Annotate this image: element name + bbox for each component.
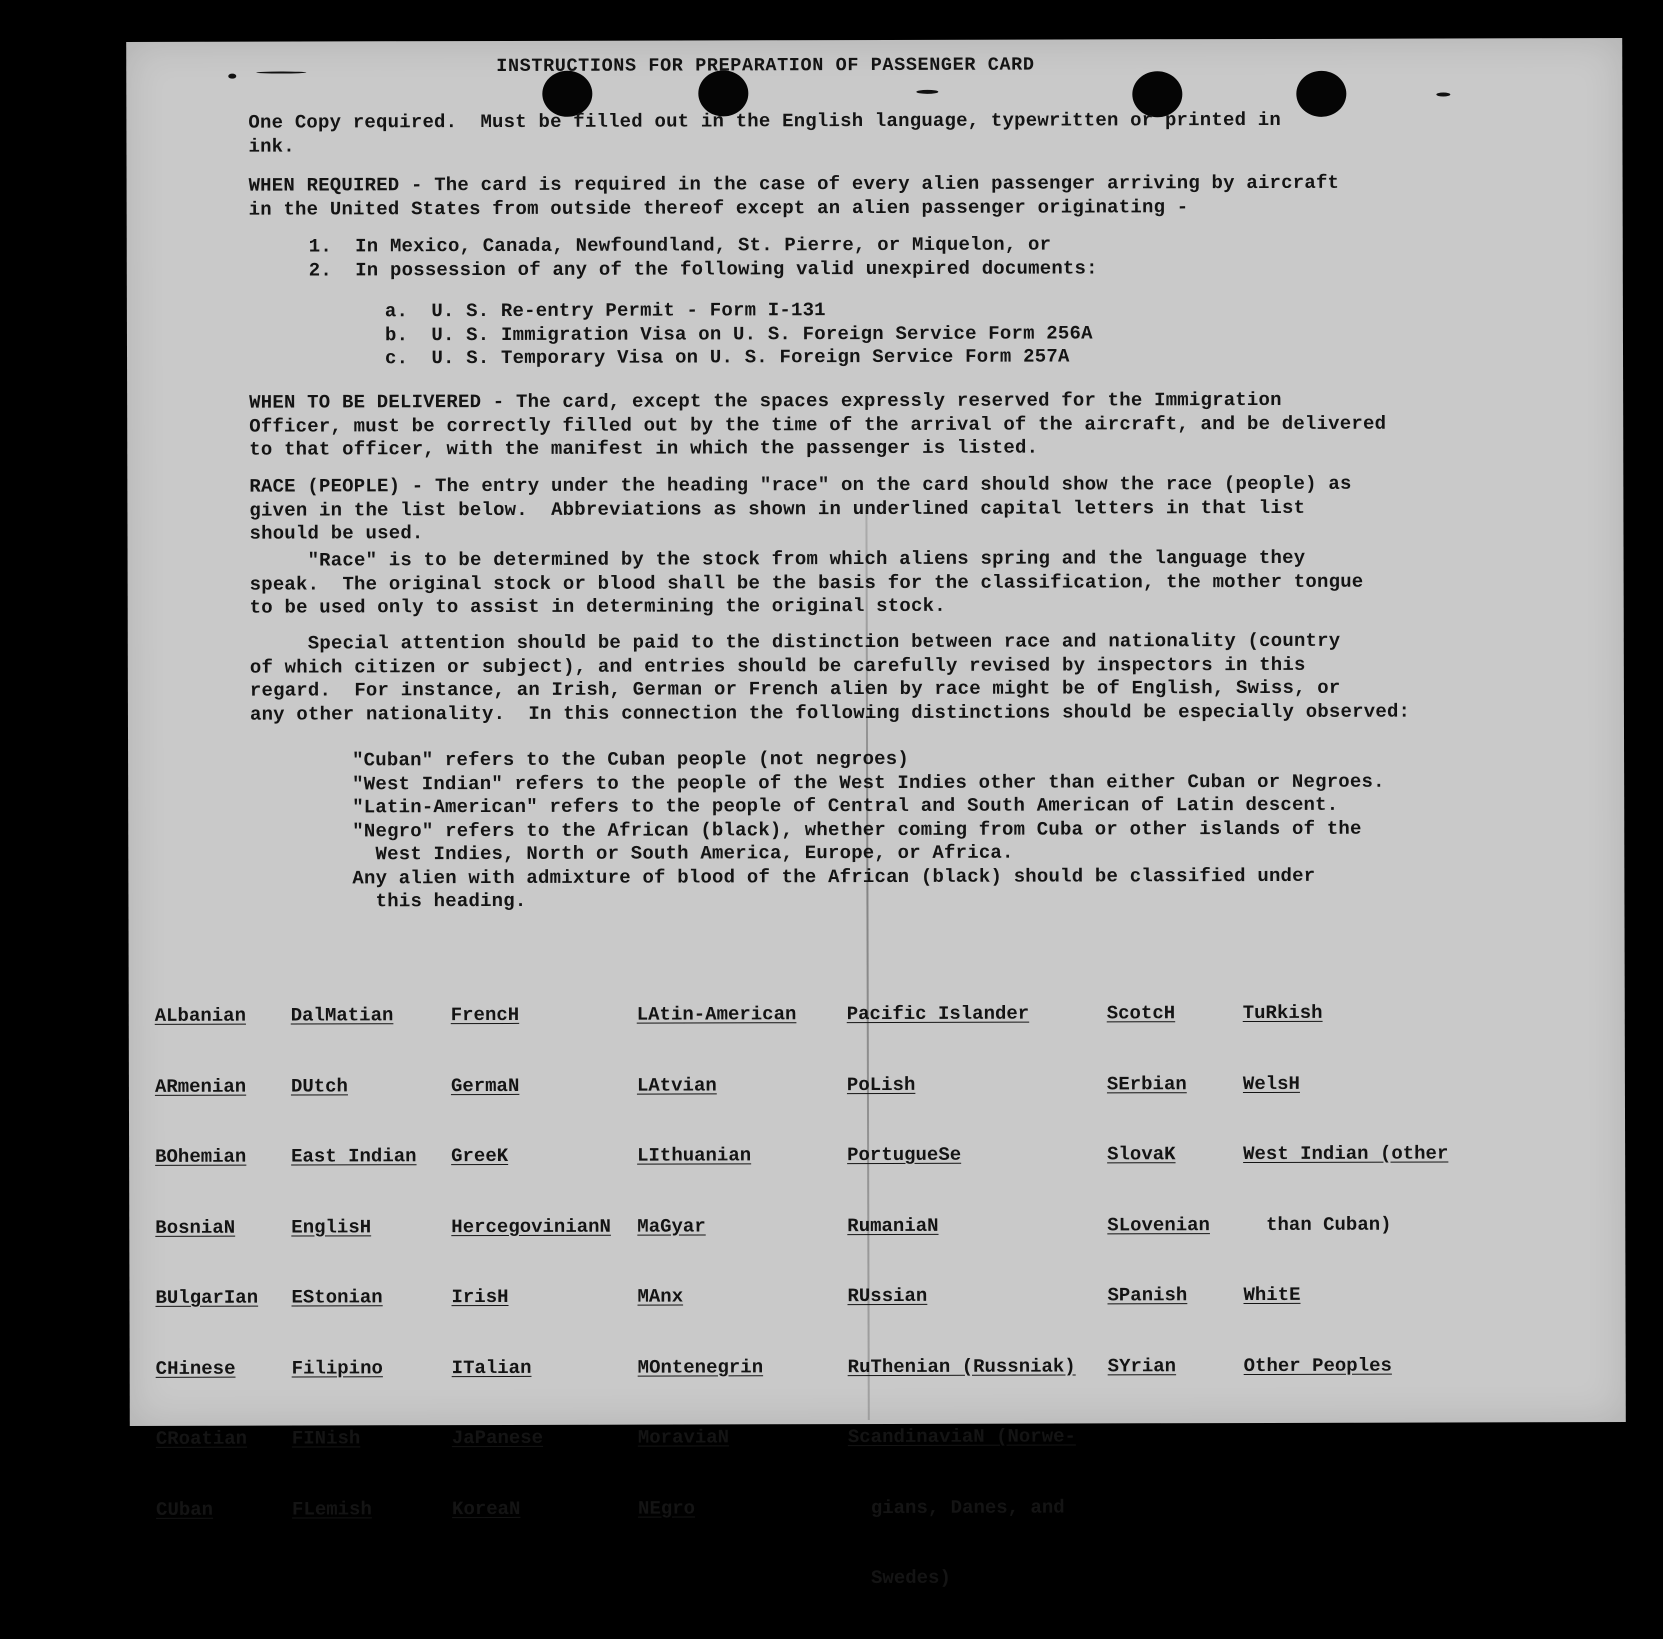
race-entry: Other Peoples [1243, 1354, 1392, 1377]
race-entry: SLovenian [1107, 1213, 1210, 1236]
race-entry: PortugueSe [847, 1143, 962, 1167]
race-entry: ALbanian [154, 1004, 246, 1027]
race-entry: CRoatian [155, 1427, 248, 1450]
paragraph-when-required: WHEN REQUIRED - The card is required in the case of every alien passenger arriving by aircraft in the United States from outside thereof except an alien passenger originating - [248, 171, 1340, 221]
race-entry: MOntenegrin [637, 1355, 764, 1379]
race-column [155, 958, 259, 1569]
race-entry: gians, Danes, and [848, 1496, 1065, 1519]
punch-hole [1296, 71, 1346, 117]
race-entry: SYrian [1107, 1354, 1177, 1377]
race-column [291, 957, 418, 1568]
race-entry: CHinese [155, 1357, 236, 1380]
race-column [637, 956, 798, 1567]
race-entry: ScandinaviaN (Norwe- [847, 1425, 1076, 1449]
race-entry: LAtin-American [636, 1003, 797, 1026]
race-entry: MaGyar [637, 1214, 706, 1238]
ink-speck [916, 90, 938, 94]
race-column [451, 957, 612, 1568]
race-entry: FrencH [450, 1003, 520, 1027]
race-entry: GreeK [451, 1144, 509, 1168]
list-valid-documents: a. U. S. Re-entry Permit - Form I-131 b. U. S. Immigration Visa on U. S. Foreign Service Form 256A c. U. S. Temporary Visa on U. S. Foreign Service Form 257A [384, 299, 1093, 370]
race-entry: GermaN [450, 1074, 520, 1097]
race-entry: LIthuanian [637, 1144, 752, 1167]
race-entry: TuRkish [1242, 1001, 1323, 1025]
race-entry: RuThenian (Russniak) [847, 1354, 1076, 1378]
race-entry: EStonian [291, 1286, 383, 1309]
race-entry: JaPanese [451, 1426, 544, 1450]
race-entry: PoLish [846, 1073, 916, 1096]
race-entry: WhitE [1243, 1283, 1301, 1307]
document-page [126, 38, 1626, 1590]
race-entry: BosniaN [155, 1216, 236, 1239]
list-origin-exceptions: 1. In Mexico, Canada, Newfoundland, St. Pierre, or Miquelon, or 2. In possession of any of the following valid unexpired documents: [308, 233, 1098, 281]
race-entry: FINish [291, 1427, 361, 1450]
race-entry: RumaniaN [847, 1214, 939, 1237]
list-distinctions: "Cuban" refers to the Cuban people (not negroes) "West Indian" refers to the people of the West Indies other than either Cuban or Negroes. "Latin-American" refers to the people of Central and South American of Latin descent. "Negro" refers to the African (black), whether coming from Cuba or other islands of the West Indies, North or South America, Europe, or Africa. Any alien with admixture of blood of the African (black) should be classified under this heading. [352, 747, 1385, 913]
race-column [1107, 955, 1211, 1425]
race-entry: SlovaK [1107, 1143, 1176, 1166]
race-column [847, 955, 1077, 1637]
ink-speck [256, 71, 306, 73]
race-entry: HercegovinianN [451, 1215, 611, 1238]
race-entry: Swedes) [848, 1566, 951, 1590]
race-entry: SErbian [1106, 1072, 1187, 1095]
race-entry: ITalian [451, 1356, 532, 1379]
race-entry: Pacific Islander [846, 1002, 1030, 1026]
race-entry: LAtvian [636, 1073, 717, 1097]
race-entry: MoraviaN [637, 1426, 730, 1449]
race-entry: EnglisH [291, 1215, 372, 1239]
race-entry: NEgro [638, 1496, 696, 1520]
race-column [1243, 955, 1449, 1426]
race-entry: East Indian [291, 1145, 417, 1168]
ink-speck [228, 74, 236, 79]
race-entry: CUban [156, 1498, 214, 1521]
race-entry: SPanish [1107, 1284, 1188, 1307]
page-title: INSTRUCTIONS FOR PREPARATION OF PASSENGER CARD [496, 54, 1035, 77]
ink-speck [1436, 92, 1450, 96]
race-entry: Filipino [291, 1356, 383, 1380]
paragraph-special-attention: Special attention should be paid to the distinction between race and nationality (country of which citizen or subject), and entries should be carefully revised by inspectors in this regard. For instance, an Irish, German or French alien by race might be of English, Swiss, or any other nationality. In this connection the following distinctions should be especially observed: [249, 629, 1411, 726]
race-entry: KoreaN [452, 1497, 521, 1520]
race-entry: DalMatian [290, 1004, 394, 1027]
race-entry: ScotcH [1106, 1002, 1176, 1025]
race-entry: MAnx [637, 1285, 684, 1308]
race-entry: West Indian (other [1243, 1142, 1449, 1166]
race-entry: IrisH [451, 1285, 509, 1309]
paragraph-when-delivered: WHEN TO BE DELIVERED - The card, except the spaces expressly reserved for the Immigration Officer, must be correctly filled out by the time of the arrival of the aircraft, and be delivered to that officer, with the manifest in which the passenger is listed. [249, 388, 1387, 461]
paragraph-copy-required: One Copy required. Must be filled out in the English language, typewritten or printed in ink. [248, 108, 1282, 158]
race-entry: BOhemian [155, 1145, 247, 1168]
race-entry: FLemish [292, 1497, 372, 1521]
race-entry: than Cuban) [1243, 1213, 1392, 1236]
paragraph-race-definition: "Race" is to be determined by the stock from which aliens spring and the language they speak. The original stock or blood shall be the basis for the classification, the mother tongue to be used only to assist in determining the original stock. [249, 546, 1364, 619]
race-entry: RUssian [847, 1284, 928, 1308]
race-entry: WelsH [1242, 1072, 1300, 1095]
race-entry: ARmenian [154, 1075, 247, 1098]
race-entry: BUlgarIan [155, 1286, 259, 1309]
paragraph-race-people: RACE (PEOPLE) - The entry under the heading "race" on the card should show the race (people) as given in the list below. Abbreviations as shown in underlined capital letters in that list should be used. [249, 472, 1352, 545]
race-entry: DUtch [290, 1074, 348, 1098]
